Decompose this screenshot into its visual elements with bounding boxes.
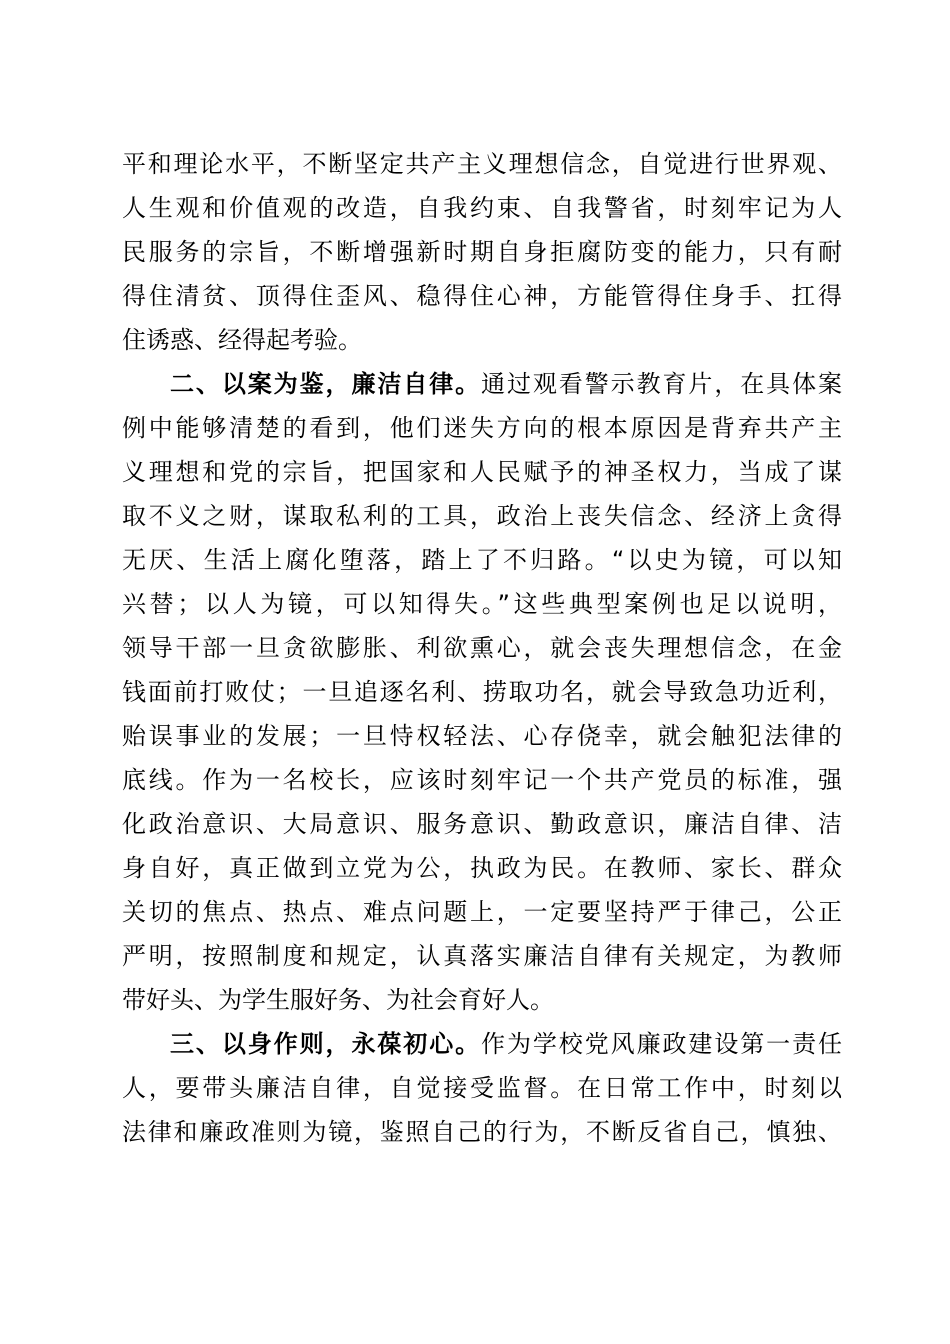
paragraph-line: 兴替；以人为镜，可以知得失。”这些典型案例也足以说明， [122,590,842,618]
section-heading: 三、以身作则，永葆初心。 [170,1030,482,1058]
paragraph-line: 严明，按照制度和规定，认真落实廉洁自律有关规定，为教师 [122,942,842,970]
paragraph-line: 关切的焦点、热点、难点问题上，一定要坚持严于律己，公正 [122,898,842,926]
paragraph-line: 平和理论水平，不断坚定共产主义理想信念，自觉进行世界观、 [122,150,842,178]
paragraph-line: 法律和廉政准则为镜，鉴照自己的行为，不断反省自己，慎独、 [122,1118,842,1146]
paragraph-line: 化政治意识、大局意识、服务意识、勤政意识，廉洁自律、洁 [122,810,842,838]
paragraph-line: 钱面前打败仗；一旦追逐名利、捞取功名，就会导致急功近利， [122,678,842,706]
paragraph-line: 人，要带头廉洁自律，自觉接受监督。在日常工作中，时刻以 [122,1074,842,1102]
paragraph-line: 无厌、生活上腐化堕落，踏上了不归路。“以史为镜，可以知 [122,546,842,574]
paragraph-line: 得住清贫、顶得住歪风、稳得住心神，方能管得住身手、扛得 [122,282,842,310]
paragraph-line: 取不义之财，谋取私利的工具，政治上丧失信念、经济上贪得 [122,502,842,530]
paragraph-line: 领导干部一旦贪欲膨胀、利欲熏心，就会丧失理想信念，在金 [122,634,842,662]
section-heading: 二、以案为鉴，廉洁自律。 [170,370,482,398]
paragraph-line: 身自好，真正做到立党为公，执政为民。在教师、家长、群众 [122,854,842,882]
section-first-line-text: 通过观看警示教育片，在具体案 [481,370,843,398]
section-first-line [170,366,842,402]
paragraph-line: 例中能够清楚的看到，他们迷失方向的根本原因是背弃共产主 [122,414,842,442]
paragraph-line: 住诱惑、经得起考验。 [122,326,362,354]
paragraph-line: 贻误事业的发展；一旦恃权轻法、心存侥幸，就会触犯法律的 [122,722,842,750]
paragraph-line: 底线。作为一名校长，应该时刻牢记一个共产党员的标准，强 [122,766,842,794]
paragraph-line: 人生观和价值观的改造，自我约束、自我警省，时刻牢记为人 [122,194,842,222]
paragraph-line: 义理想和党的宗旨，把国家和人民赋予的神圣权力，当成了谋 [122,458,842,486]
section-first-line [170,1026,842,1062]
section-first-line-text: 作为学校党风廉政建设第一责任 [481,1030,843,1058]
paragraph-line: 带好头、为学生服好务、为社会育好人。 [122,986,554,1014]
paragraph-line: 民服务的宗旨，不断增强新时期自身拒腐防变的能力，只有耐 [122,238,842,266]
